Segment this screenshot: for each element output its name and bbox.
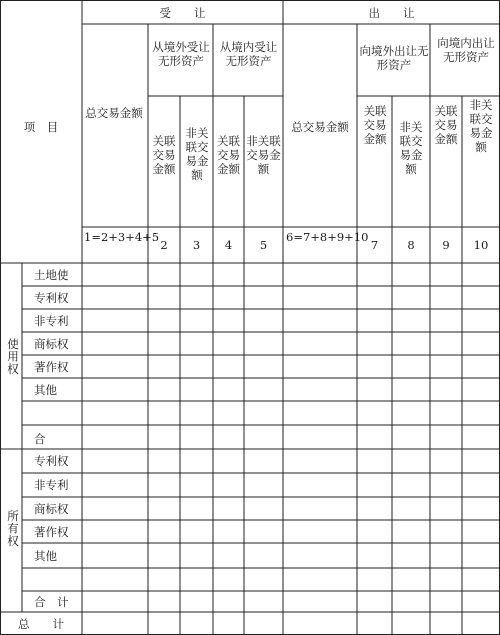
row-label: 专利权 xyxy=(34,454,69,468)
related-amount-header-col7: 关联交易金额 xyxy=(363,104,387,146)
col-number-2: 2 xyxy=(160,238,168,252)
related-amount-header-col9: 关联交易金额 xyxy=(434,104,458,146)
row-label: 专利权 xyxy=(34,291,69,305)
row-label: 土地使 xyxy=(34,268,69,282)
section-label-ownership: 所有权 xyxy=(6,510,20,548)
transfer-total-amount-header: 总交易金额 xyxy=(291,120,349,134)
section-label-usage-right: 使用权 xyxy=(6,338,20,376)
receive-from-abroad-header: 从境外受让无形资产 xyxy=(152,40,210,68)
receive-group-header: 受 让 xyxy=(159,6,206,20)
row-label: 合 xyxy=(34,432,46,446)
nonrelated-amount-header-col3: 非关联交易金额 xyxy=(185,126,209,182)
grand-total-label: 总 计 xyxy=(18,617,64,631)
col-number-1: 1=2+3+4+5 xyxy=(84,230,160,244)
item-header: 项 目 xyxy=(23,120,59,134)
col-number-6: 6=7+8+9+10 xyxy=(286,230,369,244)
related-amount-header-col2: 关联交易金额 xyxy=(152,134,176,176)
col-number-9: 9 xyxy=(442,238,450,252)
receive-total-amount-header: 总交易金额 xyxy=(85,106,143,120)
col-number-7: 7 xyxy=(370,238,379,252)
col-number-8: 8 xyxy=(407,238,415,252)
col-number-3: 3 xyxy=(192,238,201,252)
row-label: 商标权 xyxy=(34,337,69,351)
nonrelated-amount-header-col5: 非关联交易金额 xyxy=(246,134,281,176)
row-label: 合 计 xyxy=(34,595,69,609)
row-label: 著作权 xyxy=(34,525,69,539)
row-label: 商标权 xyxy=(34,502,69,516)
related-amount-header-col4: 关联交易金额 xyxy=(217,134,240,176)
col-number-10: 10 xyxy=(473,238,489,252)
col-number-4: 4 xyxy=(224,238,233,252)
receive-domestic-header: 从境内受让无形资产 xyxy=(219,40,278,68)
row-label: 非专利 xyxy=(34,478,69,492)
row-label: 其他 xyxy=(34,383,57,397)
transfer-domestic-header: 向境内出让无形资产 xyxy=(437,36,495,64)
row-label: 著作权 xyxy=(34,360,69,374)
transfer-abroad-header: 向境外出让无形资产 xyxy=(359,44,429,72)
nonrelated-amount-header-col8: 非关联交易金额 xyxy=(399,120,423,176)
row-label: 非专利 xyxy=(34,314,69,328)
transfer-group-header: 出 让 xyxy=(368,6,415,20)
nonrelated-amount-header-col10: 非关联交易金额 xyxy=(469,98,493,154)
col-number-5: 5 xyxy=(259,238,268,252)
row-label: 其他 xyxy=(34,549,57,563)
